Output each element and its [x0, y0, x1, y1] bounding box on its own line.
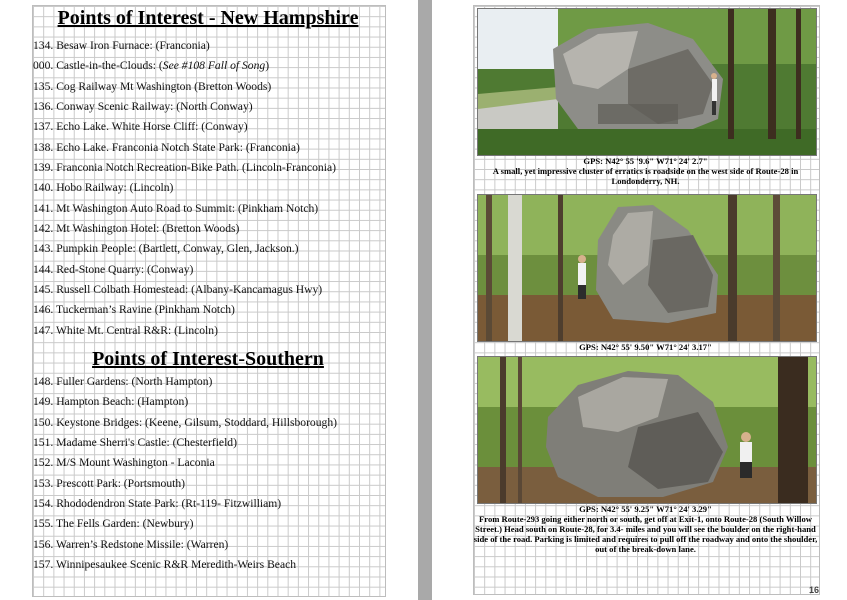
poi-item-text: 000. Castle-in-the-Clouds: (: [33, 59, 163, 73]
page-number: 16: [808, 585, 819, 595]
poi-item-text: 137. Echo Lake. White Horse Cliff: (Conway): [33, 120, 248, 134]
heading-new-hampshire: Points of Interest - New Hampshire: [57, 7, 359, 29]
poi-item-text: 140. Hobo Railway: (Lincoln): [33, 181, 174, 195]
poi-list-item: [33, 300, 336, 320]
poi-list-item: 148. Fuller Gardens: (North Hampton): [33, 375, 213, 388]
caption-3: [468, 504, 823, 554]
poi-item-reference: See #108 Fall of Song: [162, 59, 266, 73]
poi-list-item: 157. Winnipesaukee Scenic R&R Meredith-Weirs Beach: [33, 557, 297, 571]
poi-list-item: 149. Hampton Beach: (Hampton): [33, 395, 189, 409]
poi-list-item: [33, 56, 336, 76]
poi-list-item: 151. Madame Sherri's Castle: (Chesterfield): [33, 435, 237, 449]
poi-list-item: [33, 260, 336, 280]
poi-list-item: [33, 117, 336, 137]
poi-item-text: 141. Mt Washington Auto Road to Summit: (Pinkham Notch): [33, 201, 319, 215]
caption-2: [468, 342, 823, 352]
poi-list-item: [33, 97, 336, 117]
poi-list-item: [33, 239, 336, 259]
poi-list-item: [33, 219, 336, 239]
poi-list-item: [33, 36, 336, 56]
poi-item-text: 138. Echo Lake. Franconia Notch State Park: (Franconia): [33, 140, 300, 154]
poi-list-item: [33, 158, 336, 178]
poi-item-suffix: ): [265, 59, 270, 73]
poi-item-text: 145. Russell Colbath Homestead: (Albany-Kancamagus Hwy): [33, 282, 323, 296]
poi-item-text: 146. Tuckerman’s Ravine (Pinkham Notch): [33, 303, 235, 317]
heading-southern: Points of Interest-Southern: [92, 348, 324, 370]
boulder-forest-photo: [477, 194, 817, 342]
southern-poi-list: [33, 372, 337, 575]
poi-list-item: 155. The Fells Garden: (Newbury): [33, 517, 194, 531]
gps-coordinates: GPS: N42° 55 '9.6" W71° 24' 2.7": [583, 156, 708, 166]
poi-list-item: [33, 321, 336, 341]
nh-poi-list: [33, 36, 336, 341]
gps-coordinates: GPS: N42° 55' 9.25" W71° 24' 3.29": [579, 504, 712, 514]
caption-text: From Route-293 going either north or south, get off at Exit-1, onto Route-28 (South Willow Street.) Head south on Route-28, for 3.4- miles and you will see the boulder on the right-hand side of the road. Parking is limited and requires to pull off the roadway and onto the shoulder, out of the break-down lane.: [473, 514, 818, 554]
poi-item-text: 134. Besaw Iron Furnace: (Franconia): [33, 39, 210, 52]
caption-1: [468, 156, 823, 186]
boulder-roadside-photo: [477, 8, 817, 156]
poi-item-text: 136. Conway Scenic Railway: (North Conway): [33, 99, 253, 113]
poi-list-item: 150. Keystone Bridges: (Keene, Gilsum, Stoddard, Hillsborough): [33, 415, 337, 429]
poi-list-item: [33, 138, 336, 158]
poi-list-item: [33, 77, 336, 97]
poi-item-text: 135. Cog Railway Mt Washington (Bretton Woods): [33, 79, 272, 93]
poi-list-item: 156. Warren’s Redstone Missile: (Warren): [33, 537, 229, 551]
poi-list-item: [33, 178, 336, 198]
poi-item-text: 142. Mt Washington Hotel: (Bretton Woods): [33, 221, 240, 235]
poi-item-text: 147. White Mt. Central R&R: (Lincoln): [33, 323, 218, 337]
poi-list-item: 153. Prescott Park: (Portsmouth): [33, 476, 185, 490]
poi-item-text: 144. Red-Stone Quarry: (Conway): [33, 262, 194, 276]
poi-list-item: 152. M/S Mount Washington - Laconia: [33, 456, 215, 470]
left-page: [0, 0, 418, 600]
caption-text: A small, yet impressive cluster of erratics is roadside on the west side of Route-28 in Londonderry, NH.: [492, 166, 799, 186]
poi-item-text: 143. Pumpkin People: (Bartlett, Conway, Glen, Jackson.): [33, 242, 299, 256]
poi-list-item: 154. Rhododendron State Park: (Rt-119- Fitzwilliam): [33, 496, 282, 510]
poi-item-text: 139. Franconia Notch Recreation-Bike Path. (Lincoln-Franconia): [33, 160, 336, 174]
right-page: [432, 0, 847, 600]
gps-coordinates: GPS: N42° 55' 9.50" W71° 24' 3.17": [579, 342, 712, 352]
poi-list-item: [33, 199, 336, 219]
poi-list-item: [33, 280, 336, 300]
boulder-clearing-photo: [477, 356, 817, 504]
